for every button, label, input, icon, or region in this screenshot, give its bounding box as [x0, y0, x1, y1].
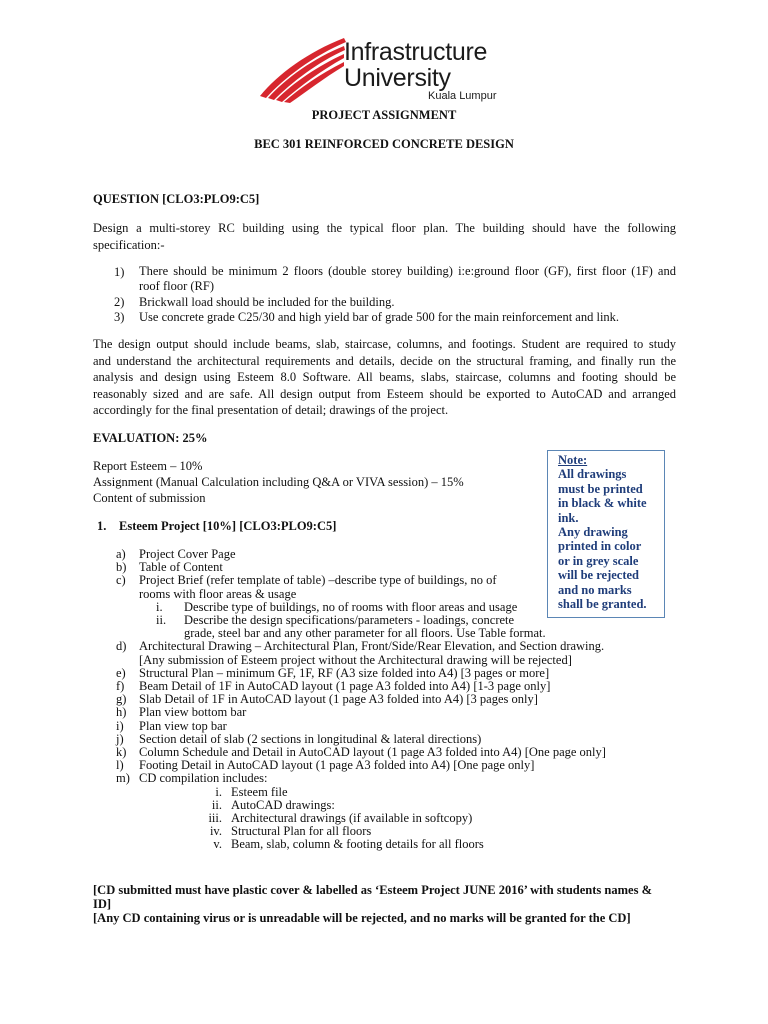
- cd-item-text: Esteem file: [231, 784, 288, 799]
- item-letter: g): [116, 692, 127, 707]
- item-text: Plan view bottom bar: [139, 705, 247, 720]
- spec-item: Use concrete grade C25/30 and high yield bar of grade 500 for the main reinforcement and link.: [139, 310, 620, 324]
- section-heading: Esteem Project [10%] [CLO3:PLO9:C5]: [119, 519, 337, 533]
- cd-item-text: Structural Plan for all floors: [231, 824, 372, 839]
- paragraph-line: accordingly for the final presentation of detail; drawings of the project.: [93, 403, 449, 418]
- logo-location: Kuala Lumpur: [428, 90, 497, 102]
- note-line: will be rejected: [558, 568, 639, 583]
- item-text: Structural Plan – minimum GF, 1F, RF (A3 size folded into A4) [3 pages or more]: [139, 665, 550, 680]
- item-letter: j): [116, 731, 124, 746]
- evaluation-line: Assignment (Manual Calculation including Q&A or VIVA session) – 15%: [93, 475, 464, 489]
- spec-item: [139, 264, 676, 294]
- item-text: [Any submission of Esteem project without the Architectural drawing will be rejected]: [139, 652, 572, 667]
- item-text: Architectural Drawing – Architectural Plan, Front/Side/Rear Elevation, and Section drawing.: [139, 639, 605, 654]
- sub-item-number: ii.: [156, 613, 167, 627]
- note-line: or in grey scale: [558, 553, 639, 568]
- cd-item-text: Beam, slab, column & footing details for all floors: [231, 837, 484, 852]
- paragraph-line: and understand the architectural requirements and details, decide on the structural framing, and finally run the: [93, 353, 676, 368]
- item-letter: a): [116, 547, 126, 561]
- spec-line: roof floor (RF): [139, 279, 214, 293]
- course-title: BEC 301 REINFORCED CONCRETE DESIGN: [254, 137, 514, 151]
- evaluation-line: Content of submission: [93, 491, 206, 505]
- item-text: Column Schedule and Detail in AutoCAD layout (1 page A3 folded into A4) [One page only]: [139, 745, 606, 759]
- note-box: [547, 450, 665, 618]
- note-line: printed in color: [558, 539, 642, 554]
- intro-line: specification:-: [93, 237, 165, 252]
- paragraph-line: analysis and design using Esteem 8.0 Software. All beams, slabs, staircase, columns and footing should be: [93, 370, 676, 385]
- spec-item-number: 2): [114, 295, 125, 309]
- cd-item-number: iv.: [209, 824, 222, 839]
- note-line: ink.: [558, 510, 579, 525]
- spec-item-number: 1): [114, 265, 125, 279]
- note-line: and no marks: [558, 582, 632, 597]
- paragraph-line: reasonably sized and are safe. All design output from Esteem should be exported to AutoCAD and arranged: [93, 386, 676, 401]
- item-text: rooms with floor areas & usage: [139, 586, 297, 601]
- cd-item-number: v.: [213, 837, 222, 852]
- sub-item-text: Describe type of buildings, no of rooms with floor areas and usage: [184, 599, 518, 614]
- footer-note-line: [CD submitted must have plastic cover & labelled as ‘Esteem Project JUNE 2016’ with students names &: [93, 883, 652, 897]
- spec-item: Brickwall load should be included for the building.: [139, 295, 395, 309]
- footer-note-line: [Any CD containing virus or is unreadable will be rejected, and no marks will be granted for the CD]: [93, 911, 631, 925]
- item-text: Table of Content: [139, 560, 223, 575]
- logo-line-1: Infrastructure: [344, 38, 488, 66]
- intro-line: Design a multi-storey RC building using the typical floor plan. The building should have the following: [93, 221, 676, 235]
- footer-note-line: ID]: [93, 897, 112, 911]
- swoosh-logo-icon: [258, 34, 348, 104]
- question-intro: [93, 220, 676, 253]
- item-text: Slab Detail of 1F in AutoCAD layout (1 page A3 folded into A4) [3 pages only]: [139, 692, 538, 707]
- item-text: Section detail of slab (2 sections in longitudinal & lateral directions): [139, 731, 482, 746]
- item-text: Project Brief (refer template of table) –describe type of buildings, no of: [139, 573, 497, 588]
- note-line: in black & white: [558, 496, 647, 511]
- item-text: CD compilation includes:: [139, 771, 268, 786]
- evaluation-heading: EVALUATION: 25%: [93, 431, 208, 445]
- sub-item-number: i.: [156, 599, 163, 614]
- note-line: Any drawing: [558, 525, 628, 540]
- section-number: 1.: [97, 519, 107, 533]
- note-title: Note:: [558, 453, 588, 467]
- cd-item-text: AutoCAD drawings:: [231, 797, 335, 812]
- evaluation-line: Report Esteem – 10%: [93, 459, 203, 473]
- item-letter: c): [116, 573, 126, 588]
- spec-line: There should be minimum 2 floors (double storey building) i:e:ground floor (GF), first floor (1F) and: [139, 264, 676, 278]
- item-letter: d): [116, 639, 127, 654]
- logo-line-2: University: [344, 64, 451, 92]
- item-letter: k): [116, 745, 127, 759]
- cd-item-number: iii.: [208, 811, 222, 825]
- item-text: Plan view top bar: [139, 718, 227, 733]
- item-letter: i): [116, 718, 124, 733]
- sub-item-text: grade, steel bar and any other parameter for all floors. Use Table format.: [184, 626, 546, 641]
- university-logo: [258, 34, 518, 104]
- cd-item-number: i.: [215, 784, 222, 799]
- item-text: Footing Detail in AutoCAD layout (1 page A3 folded into A4) [One page only]: [139, 758, 535, 773]
- item-letter: h): [116, 705, 127, 720]
- item-text: Beam Detail of 1F in AutoCAD layout (1 page A3 folded into A4) [1-3 page only]: [139, 679, 551, 693]
- sub-item-text: Describe the design specifications/parameters - loadings, concrete: [184, 613, 515, 627]
- item-letter: m): [116, 771, 130, 786]
- note-line: shall be granted.: [558, 597, 647, 612]
- cd-item-text: Architectural drawings (if available in softcopy): [231, 811, 473, 825]
- item-letter: f): [116, 679, 125, 693]
- item-text: Project Cover Page: [139, 547, 236, 561]
- paragraph-line: The design output should include beams, slab, staircase, columns, and footings. Student are required to study: [93, 337, 676, 351]
- item-letter: b): [116, 560, 127, 575]
- item-letter: l): [116, 758, 124, 773]
- item-letter: e): [116, 665, 126, 680]
- note-line: All drawings: [558, 467, 627, 482]
- spec-item-number: 3): [114, 310, 125, 324]
- design-output-paragraph: [93, 336, 676, 419]
- note-line: must be printed: [558, 481, 643, 496]
- cd-item-number: ii.: [211, 797, 222, 812]
- question-heading: QUESTION [CLO3:PLO9:C5]: [93, 192, 260, 206]
- document-title: PROJECT ASSIGNMENT: [311, 108, 457, 122]
